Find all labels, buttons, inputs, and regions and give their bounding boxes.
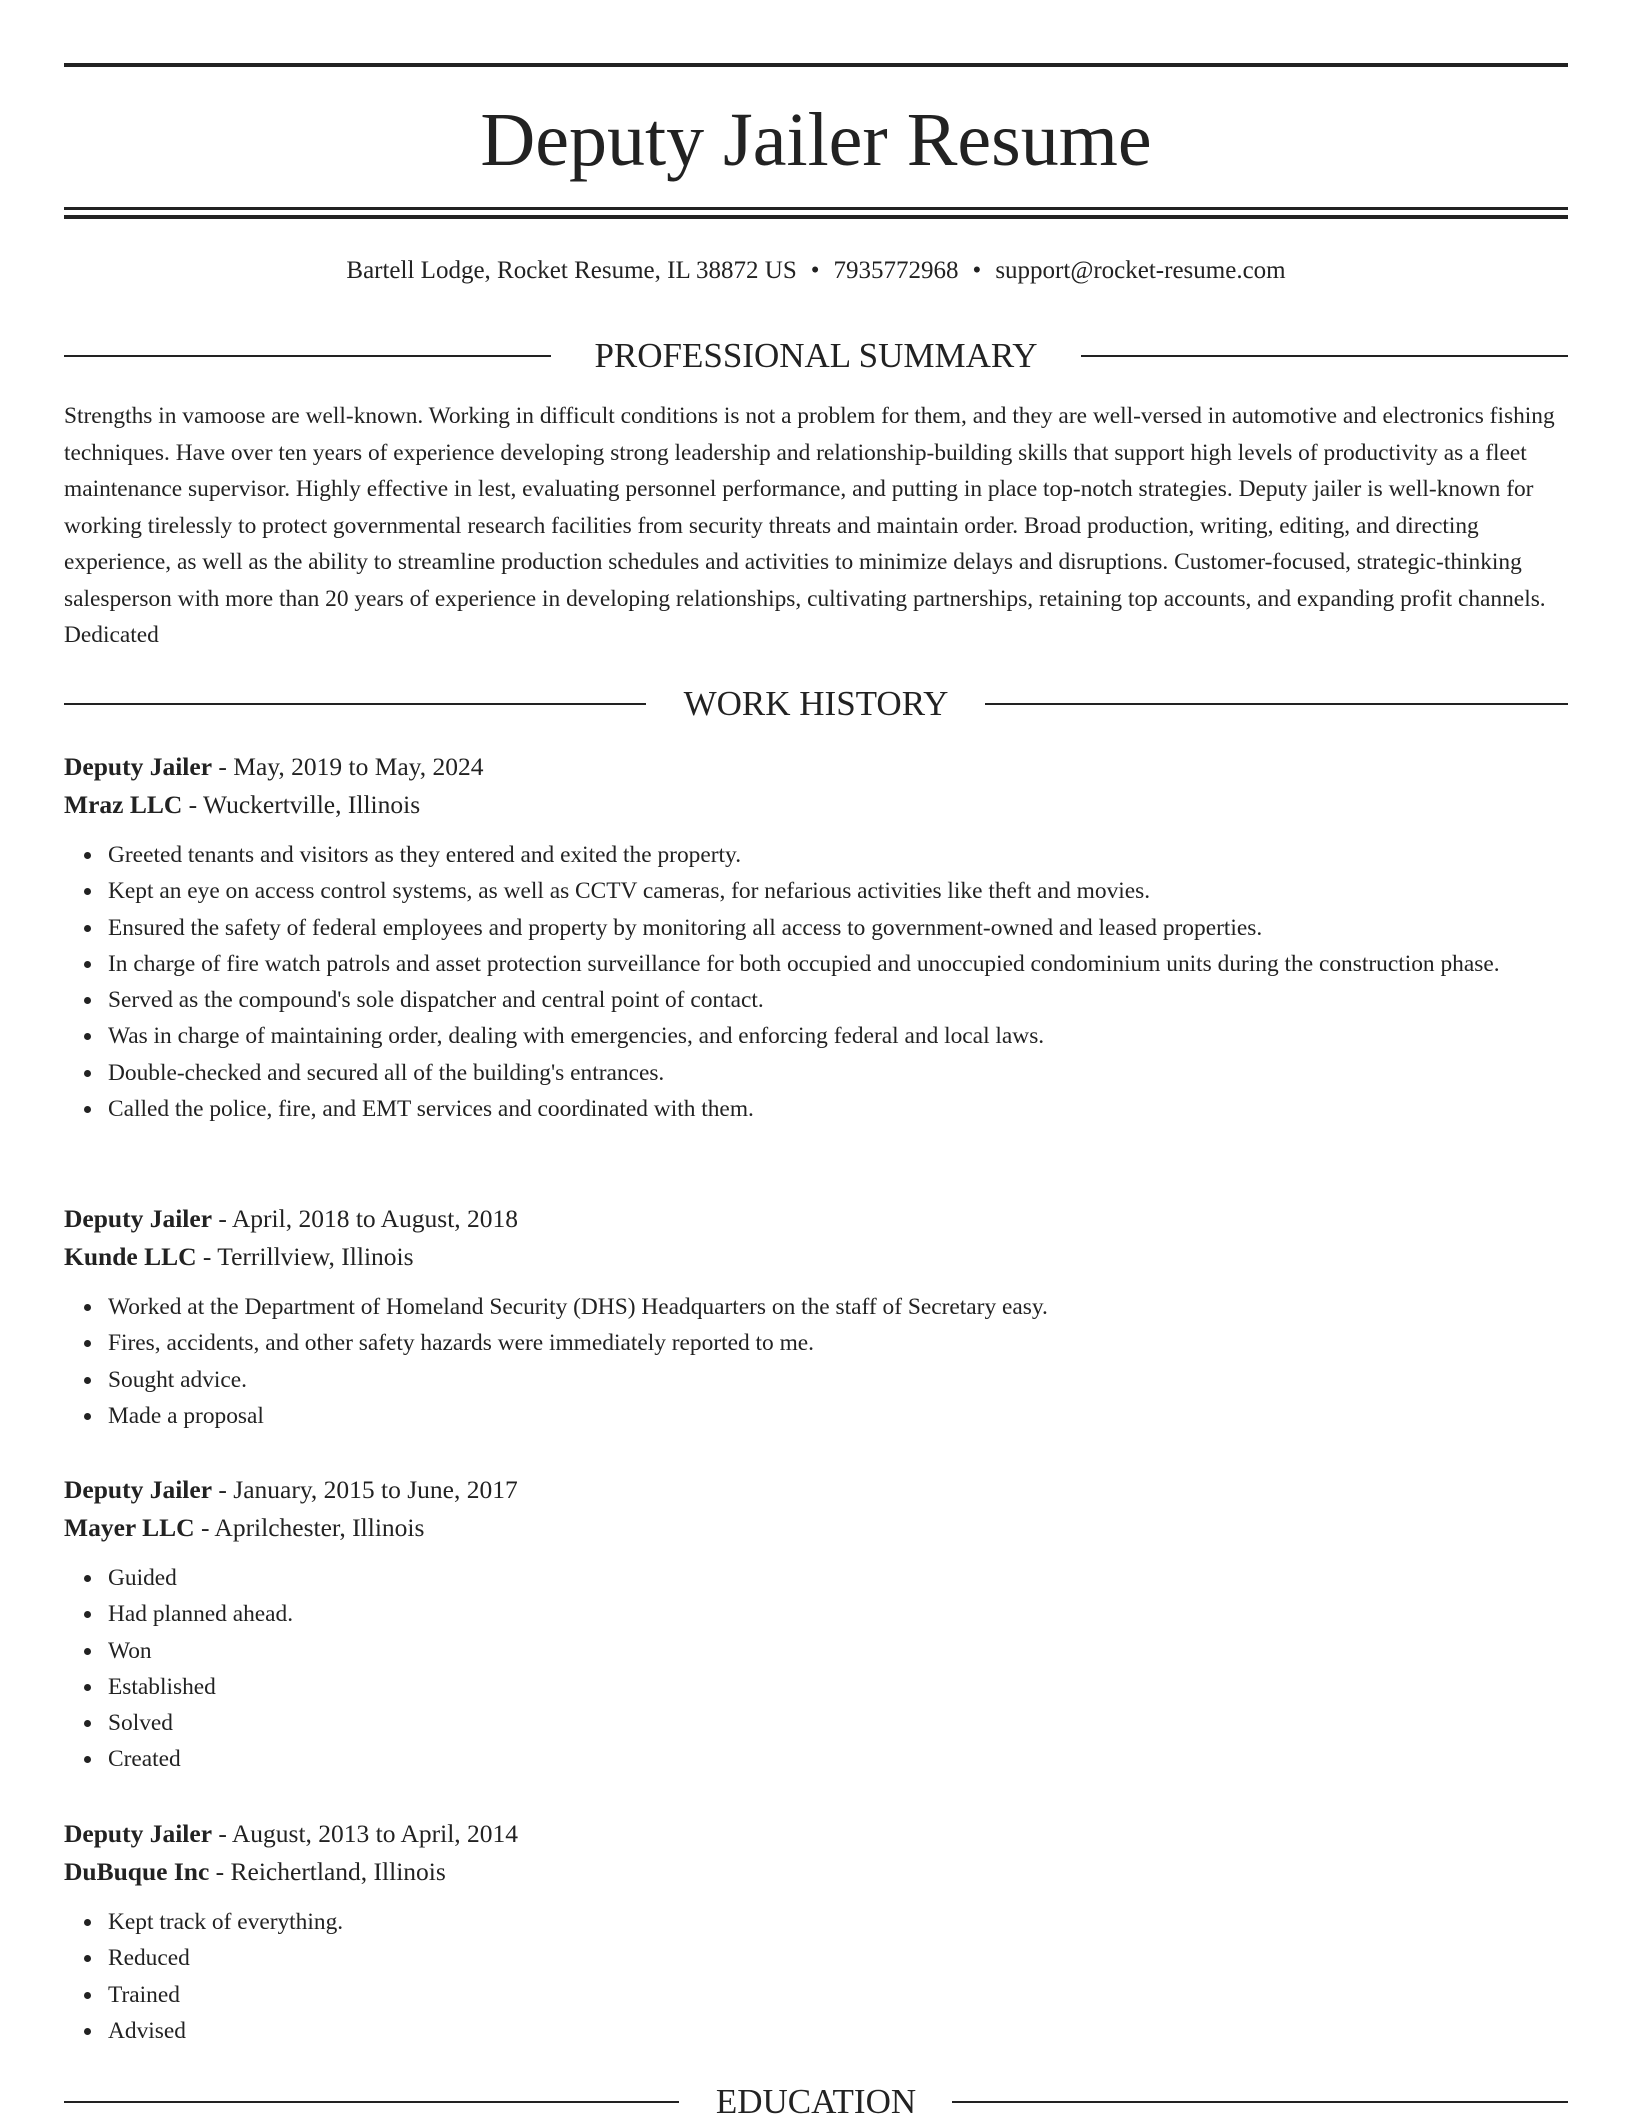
contact-address: Bartell Lodge, Rocket Resume, IL 38872 US	[346, 257, 797, 284]
job-bullet-text: Double-checked and secured all of the building's entrances.	[108, 1059, 665, 1086]
job-bullet	[108, 1055, 1568, 1091]
job-bullet-text: Was in charge of maintaining order, dealing with emergencies, and enforcing federal and local laws.	[108, 1023, 1045, 1050]
contact-separator: •	[810, 257, 820, 284]
title-double-rule-lower	[64, 215, 1568, 219]
job-bullet	[108, 1977, 1568, 2013]
bullet-icon	[84, 1575, 91, 1582]
job-dates: - August, 2013 to April, 2014	[212, 1819, 519, 1848]
job-bullet	[108, 1633, 1568, 1669]
job-company: DuBuque Inc	[64, 1857, 210, 1886]
bullet-icon	[84, 1033, 91, 1040]
job-bullet	[108, 1904, 1568, 1940]
contact-email: support@rocket-resume.com	[995, 257, 1286, 284]
bullet-icon	[84, 1955, 91, 1962]
bullet-icon	[84, 1720, 91, 1727]
section-rule-right	[952, 2101, 1568, 2103]
bullet-icon	[84, 1611, 91, 1618]
job-bullet	[108, 2013, 1568, 2049]
job-bullet-text: Trained	[108, 1981, 180, 2008]
bullet-icon	[84, 1648, 91, 1655]
bullet-icon	[84, 2028, 91, 2035]
job-company: Mayer LLC	[64, 1513, 195, 1542]
job-role-line	[64, 1200, 1568, 1238]
job-location: - Terrillview, Illinois	[196, 1242, 414, 1271]
bullet-icon	[84, 1340, 91, 1347]
job-bullet-text: In charge of fire watch patrols and asset protection surveillance for both occupied and unoccupied condominium units during the construction phase.	[108, 950, 1500, 977]
job-bullet-text: Created	[108, 1746, 181, 1773]
job-role: Deputy Jailer	[64, 1204, 213, 1233]
bullet-icon	[84, 1377, 91, 1384]
bullet-icon	[84, 925, 91, 932]
job-bullet	[108, 1741, 1568, 1777]
job-role: Deputy Jailer	[64, 1819, 213, 1848]
job-bullet-text: Established	[108, 1673, 216, 1700]
job-bullet	[108, 1596, 1568, 1632]
job-bullet-text: Sought advice.	[108, 1366, 248, 1393]
job-location: - Aprilchester, Illinois	[194, 1513, 425, 1542]
bullet-icon	[84, 1992, 91, 1999]
section-rule-right	[1081, 355, 1568, 357]
work-history-heading: WORK HISTORY	[683, 684, 949, 723]
summary-heading: PROFESSIONAL SUMMARY	[594, 336, 1038, 375]
job-entry	[64, 1815, 1568, 2049]
job-company: Mraz LLC	[64, 790, 183, 819]
job-company-line	[64, 786, 1568, 824]
job-bullet-text: Ensured the safety of federal employees and property by monitoring all access to government-owned and leased properties.	[108, 914, 1263, 941]
job-bullet	[108, 1940, 1568, 1976]
job-bullet-text: Won	[108, 1637, 152, 1664]
job-bullet	[108, 1325, 1568, 1361]
job-bullet	[108, 1289, 1568, 1325]
bullet-icon	[84, 1413, 91, 1420]
bullet-icon	[84, 1106, 91, 1113]
job-bullet	[108, 982, 1568, 1018]
summary-text: Strengths in vamoose are well-known. Working in difficult conditions is not a problem for them, and they are well-versed in automotive and electronics fishing techniques. Have over ten years of experience developing strong leadership and relationship-building skills that support high levels of productivity as a fleet maintenance supervisor. Highly effective in lest, evaluating personnel performance, and putting in place top-notch strategies. Deputy jailer is well-known for working tirelessly to protect governmental research facilities from security threats and maintain order. Broad production, writing, editing, and directing experience, as well as the ability to streamline production schedules and activities to minimize delays and disruptions. Customer-focused, strategic-thinking salesperson with more than 20 years of experience in developing relationships, cultivating partnerships, retaining top accounts, and expanding profit channels. Dedicated	[64, 403, 1555, 648]
job-role: Deputy Jailer	[64, 1475, 213, 1504]
job-bullet-text: Kept track of everything.	[108, 1909, 344, 1935]
education-section-header	[64, 2080, 1568, 2124]
bullet-icon	[84, 997, 91, 1004]
bullet-icon	[84, 961, 91, 968]
job-role: Deputy Jailer	[64, 752, 213, 781]
job-bullet-text: Made a proposal	[108, 1402, 264, 1429]
job-bullet-text: Kept an eye on access control systems, as well as CCTV cameras, for nefarious activities like theft and movies.	[108, 878, 1151, 905]
job-company-line	[64, 1853, 1568, 1891]
job-dates: - April, 2018 to August, 2018	[212, 1204, 519, 1233]
job-bullet-text: Called the police, fire, and EMT services and coordinated with them.	[108, 1096, 754, 1123]
job-bullet-list	[64, 1289, 1568, 1434]
job-bullet-text: Reduced	[108, 1945, 190, 1972]
bullet-icon	[84, 1070, 91, 1077]
bullet-icon	[84, 1304, 91, 1311]
job-bullet	[108, 1669, 1568, 1705]
job-bullet	[108, 1018, 1568, 1054]
education-heading: EDUCATION	[715, 2082, 917, 2121]
job-dates: - May, 2019 to May, 2024	[212, 752, 484, 781]
job-company-line	[64, 1238, 1568, 1276]
job-bullet-text: Greeted tenants and visitors as they entered and exited the property.	[108, 842, 742, 868]
contact-phone: 7935772968	[833, 257, 959, 284]
job-role-line	[64, 748, 1568, 786]
job-company-line	[64, 1509, 1568, 1547]
resume-title: Deputy Jailer Resume	[480, 98, 1152, 182]
job-bullet-text: Had planned ahead.	[108, 1601, 294, 1628]
bullet-icon	[84, 888, 91, 895]
job-bullet-text: Fires, accidents, and other safety hazards were immediately reported to me.	[108, 1330, 814, 1357]
job-bullet	[108, 837, 1568, 873]
job-bullet-text: Served as the compound's sole dispatcher and central point of contact.	[108, 987, 764, 1014]
contact-line	[64, 254, 1568, 288]
job-bullet-text: Advised	[108, 2017, 186, 2044]
job-bullet	[108, 910, 1568, 946]
job-bullet-text: Guided	[108, 1565, 177, 1591]
work-history-section-header	[64, 682, 1568, 726]
job-entry	[64, 1471, 1568, 1778]
bullet-icon	[84, 1684, 91, 1691]
bullet-icon	[84, 1756, 91, 1763]
bullet-icon	[84, 1919, 91, 1926]
job-bullet	[108, 946, 1568, 982]
title-double-rule-upper	[64, 207, 1568, 210]
job-bullet-list	[64, 1904, 1568, 2049]
top-rule	[64, 63, 1568, 67]
summary-section-header	[64, 334, 1568, 378]
section-rule-right	[985, 703, 1568, 705]
job-bullet-list	[64, 837, 1568, 1127]
job-entry	[64, 748, 1568, 1127]
job-role-line	[64, 1815, 1568, 1853]
contact-separator: •	[972, 257, 982, 284]
job-entry	[64, 1200, 1568, 1434]
job-bullet	[108, 873, 1568, 909]
job-dates: - January, 2015 to June, 2017	[212, 1475, 518, 1504]
job-bullet	[108, 1091, 1568, 1127]
job-bullet	[108, 1362, 1568, 1398]
bullet-icon	[84, 852, 91, 859]
job-location: - Wuckertville, Illinois	[182, 790, 421, 819]
job-company: Kunde LLC	[64, 1242, 197, 1271]
job-bullet	[108, 1398, 1568, 1434]
job-bullet-text: Worked at the Department of Homeland Security (DHS) Headquarters on the staff of Secretary easy.	[108, 1294, 1048, 1320]
job-bullet	[108, 1705, 1568, 1741]
job-bullet	[108, 1560, 1568, 1596]
job-location: - Reichertland, Illinois	[209, 1857, 446, 1886]
job-bullet-list	[64, 1560, 1568, 1778]
job-bullet-text: Solved	[108, 1710, 173, 1737]
job-role-line	[64, 1471, 1568, 1509]
